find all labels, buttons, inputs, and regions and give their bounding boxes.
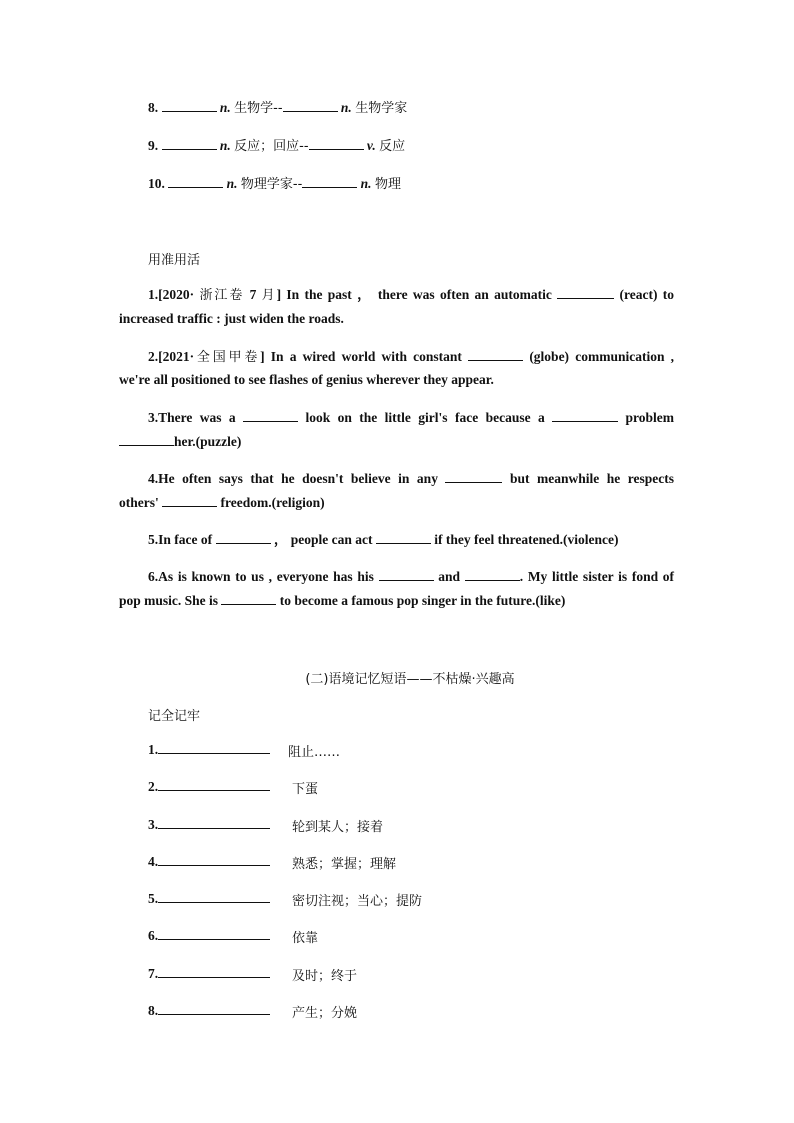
item-number: 4. bbox=[148, 854, 159, 869]
sentence-6-cont bbox=[119, 592, 565, 610]
text: 7 bbox=[249, 287, 257, 302]
arrow: -- bbox=[292, 177, 303, 192]
text: (react) to bbox=[619, 287, 674, 302]
answer-blank[interactable] bbox=[162, 137, 217, 150]
phrase-meaning: 产生；分娩 bbox=[292, 1006, 358, 1021]
part-of-speech: n. bbox=[226, 176, 238, 191]
sentence-4-cont bbox=[119, 494, 325, 512]
answer-blank[interactable] bbox=[158, 890, 270, 903]
text: 浙江卷 bbox=[199, 288, 245, 303]
part-of-speech: n. bbox=[340, 100, 352, 115]
answer-blank[interactable] bbox=[158, 741, 270, 754]
phrase-meaning: 熟悉；掌握；理解 bbox=[292, 857, 397, 872]
sentence-3 bbox=[119, 409, 674, 427]
item-number: 9. bbox=[148, 138, 159, 153]
phrase-meaning: 阻止…… bbox=[288, 745, 341, 760]
phrase-item bbox=[148, 816, 270, 834]
answer-blank[interactable] bbox=[302, 175, 357, 188]
text: pop music. She is bbox=[119, 593, 219, 608]
sentence-3-cont bbox=[119, 433, 241, 451]
sentence-2 bbox=[119, 348, 674, 367]
answer-blank[interactable] bbox=[376, 531, 431, 544]
section-heading-use: 用准用活 bbox=[148, 253, 201, 268]
text: look on the little girl's face because a bbox=[305, 410, 545, 425]
vocab-item-10 bbox=[148, 175, 401, 194]
answer-blank[interactable] bbox=[158, 1002, 270, 1015]
meaning: 物理学家 bbox=[240, 177, 293, 192]
answer-blank[interactable] bbox=[465, 568, 520, 581]
answer-blank[interactable] bbox=[283, 99, 338, 112]
answer-blank[interactable] bbox=[468, 348, 523, 361]
item-number: 5. bbox=[148, 891, 159, 906]
text: ] In the past ， there was often an automatic bbox=[276, 287, 552, 302]
meaning: 反应 bbox=[379, 139, 406, 154]
text: 2.[2021· bbox=[148, 349, 195, 364]
part-of-speech: n. bbox=[360, 176, 372, 191]
meaning: 反应；回应 bbox=[234, 139, 300, 154]
item-number: 3. bbox=[148, 817, 159, 832]
phrase-meaning: 及时；终于 bbox=[292, 969, 358, 984]
sentence-4 bbox=[119, 470, 674, 488]
answer-blank[interactable] bbox=[119, 433, 174, 446]
sentence-1 bbox=[119, 286, 674, 305]
text: her.(puzzle) bbox=[174, 434, 242, 449]
phrase-item bbox=[148, 927, 270, 945]
vocab-item-9 bbox=[148, 137, 405, 156]
answer-blank[interactable] bbox=[158, 778, 270, 791]
phrase-meaning: 下蛋 bbox=[292, 782, 319, 797]
phrase-item bbox=[148, 1002, 270, 1020]
text: if they feel threatened.(violence) bbox=[434, 532, 619, 547]
item-number: 1. bbox=[148, 742, 159, 757]
text: 1.[2020· bbox=[148, 287, 195, 302]
vocab-item-8 bbox=[148, 99, 407, 118]
sentence-2-cont: we're all positioned to see flashes of genius wherever they appear. bbox=[119, 372, 494, 387]
item-number: 6. bbox=[148, 928, 159, 943]
part-of-speech: v. bbox=[366, 138, 376, 153]
phrase-item bbox=[148, 853, 270, 871]
text: ， people can act bbox=[273, 532, 373, 547]
part-of-speech: n. bbox=[219, 100, 231, 115]
phrase-meaning: 密切注视；当心；提防 bbox=[292, 894, 423, 909]
sentence-5 bbox=[148, 531, 618, 549]
phrase-item bbox=[148, 890, 270, 908]
answer-blank[interactable] bbox=[309, 137, 364, 150]
section-2-title: (二)语境记忆短语——不枯燥·兴趣高 bbox=[305, 672, 515, 687]
text: but meanwhile he respects bbox=[509, 471, 675, 486]
item-number: 8. bbox=[148, 100, 159, 115]
answer-blank[interactable] bbox=[221, 592, 276, 605]
phrase-item bbox=[148, 741, 270, 759]
text: ] In a wired world with constant bbox=[260, 349, 462, 364]
answer-blank[interactable] bbox=[552, 409, 618, 422]
item-number: 7. bbox=[148, 966, 159, 981]
phrase-item bbox=[148, 778, 270, 796]
answer-blank[interactable] bbox=[162, 99, 217, 112]
answer-blank[interactable] bbox=[168, 175, 223, 188]
arrow: -- bbox=[273, 101, 283, 116]
item-number: 10. bbox=[148, 176, 165, 191]
answer-blank[interactable] bbox=[445, 470, 502, 483]
text: 3.There was a bbox=[148, 410, 236, 425]
answer-blank[interactable] bbox=[379, 568, 434, 581]
text: freedom.(religion) bbox=[220, 495, 325, 510]
text: to become a famous pop singer in the future.(like) bbox=[279, 593, 566, 608]
text: others' bbox=[119, 495, 159, 510]
item-number: 2. bbox=[148, 779, 159, 794]
answer-blank[interactable] bbox=[158, 853, 270, 866]
text: 6.As is known to us , everyone has his bbox=[148, 569, 374, 584]
answer-blank[interactable] bbox=[162, 494, 217, 507]
answer-blank[interactable] bbox=[158, 927, 270, 940]
phrase-meaning: 轮到某人；接着 bbox=[292, 820, 384, 835]
text: problem bbox=[625, 410, 675, 425]
phrase-item bbox=[148, 965, 270, 983]
meaning: 生物学 bbox=[234, 101, 274, 116]
text: and bbox=[438, 569, 461, 584]
text: 全国甲卷 bbox=[194, 350, 261, 365]
arrow: -- bbox=[299, 139, 309, 154]
text: (globe) communication , bbox=[529, 349, 675, 364]
section-heading-memory: 记全记牢 bbox=[148, 709, 201, 724]
meaning: 生物学家 bbox=[355, 101, 408, 116]
text: 5.In face of bbox=[148, 532, 213, 547]
answer-blank[interactable] bbox=[243, 409, 298, 422]
text: 4.He often says that he doesn't believe in any bbox=[148, 471, 438, 486]
part-of-speech: n. bbox=[219, 138, 231, 153]
answer-blank[interactable] bbox=[216, 531, 271, 544]
sentence-1-cont: increased traffic : just widen the roads. bbox=[119, 311, 344, 326]
text: 月 bbox=[261, 288, 277, 303]
meaning: 物理 bbox=[374, 177, 401, 192]
answer-blank[interactable] bbox=[158, 816, 270, 829]
text: . My little sister is fond of bbox=[519, 569, 675, 584]
sentence-6 bbox=[119, 568, 674, 586]
phrase-meaning: 依靠 bbox=[292, 931, 319, 946]
answer-blank[interactable] bbox=[158, 965, 270, 978]
answer-blank[interactable] bbox=[557, 286, 614, 299]
item-number: 8. bbox=[148, 1003, 159, 1018]
